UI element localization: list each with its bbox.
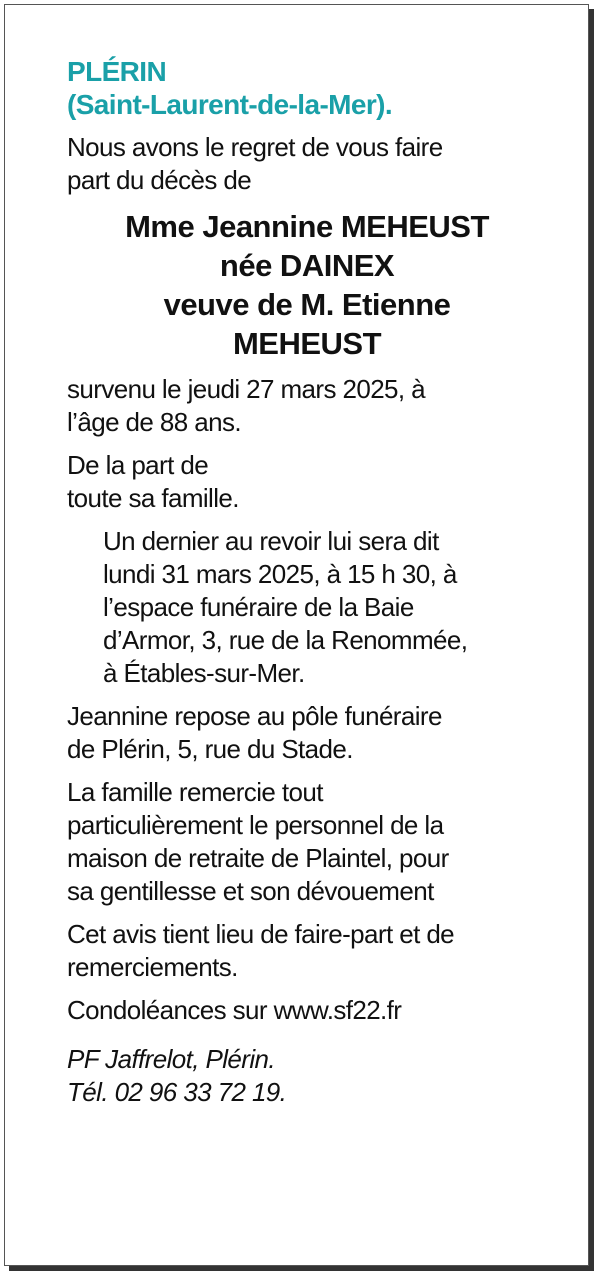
funeral-home-name: PF Jaffrelot, Plérin. xyxy=(67,1044,276,1074)
rest-paragraph xyxy=(67,700,547,766)
city-name: PLÉRIN xyxy=(67,56,167,87)
obituary-content xyxy=(67,55,547,1119)
from-line: De la part de xyxy=(67,450,209,480)
notice-paragraph xyxy=(67,918,547,984)
ceremony-paragraph xyxy=(67,525,547,690)
district-name: (Saint-Laurent-de-la-Mer). xyxy=(67,89,393,120)
funeral-home-phone: Tél. 02 96 33 72 19. xyxy=(67,1077,287,1107)
ceremony-line: à Étables-sur-Mer. xyxy=(103,658,305,688)
ceremony-line: d’Armor, 3, rue de la Renommée, xyxy=(103,625,468,655)
condolences-paragraph xyxy=(67,994,547,1027)
death-info-paragraph xyxy=(67,373,547,439)
ceremony-line: lundi 31 mars 2025, à 15 h 30, à xyxy=(103,559,457,589)
thanks-paragraph xyxy=(67,776,547,908)
obituary-card xyxy=(4,4,589,1266)
ceremony-line: l’espace funéraire de la Baie xyxy=(103,592,414,622)
deceased-spouse: veuve de M. Etienne xyxy=(163,287,451,322)
death-info-line: l’âge de 88 ans. xyxy=(67,407,241,437)
intro-line: Nous avons le regret de vous faire xyxy=(67,132,443,162)
thanks-line: La famille remercie tout xyxy=(67,777,323,807)
thanks-line: maison de retraite de Plaintel, pour xyxy=(67,843,449,873)
rest-line: Jeannine repose au pôle funéraire xyxy=(67,701,442,731)
deceased-spouse-surname: MEHEUST xyxy=(232,326,382,361)
deceased-maiden-name: née DAINEX xyxy=(219,248,395,283)
death-info-line: survenu le jeudi 27 mars 2025, à xyxy=(67,374,426,404)
notice-line: Cet avis tient lieu de faire-part et de xyxy=(67,919,455,949)
funeral-home-paragraph xyxy=(67,1043,547,1109)
notice-line: remerciements. xyxy=(67,952,238,982)
from-paragraph xyxy=(67,449,547,515)
location-header xyxy=(67,55,547,121)
thanks-line: particulièrement le personnel de la xyxy=(67,810,444,840)
rest-line: de Plérin, 5, rue du Stade. xyxy=(67,734,353,764)
thanks-line: sa gentillesse et son dévouement xyxy=(67,876,434,906)
ceremony-line: Un dernier au revoir lui sera dit xyxy=(103,526,439,556)
deceased-name: Mme Jeannine MEHEUST xyxy=(125,209,489,244)
from-line: toute sa famille. xyxy=(67,483,239,513)
deceased-name-block xyxy=(67,207,547,363)
intro-line: part du décès de xyxy=(67,165,252,195)
condolences-text: Condoléances sur www.sf22.fr xyxy=(67,995,402,1025)
intro-paragraph xyxy=(67,131,547,197)
